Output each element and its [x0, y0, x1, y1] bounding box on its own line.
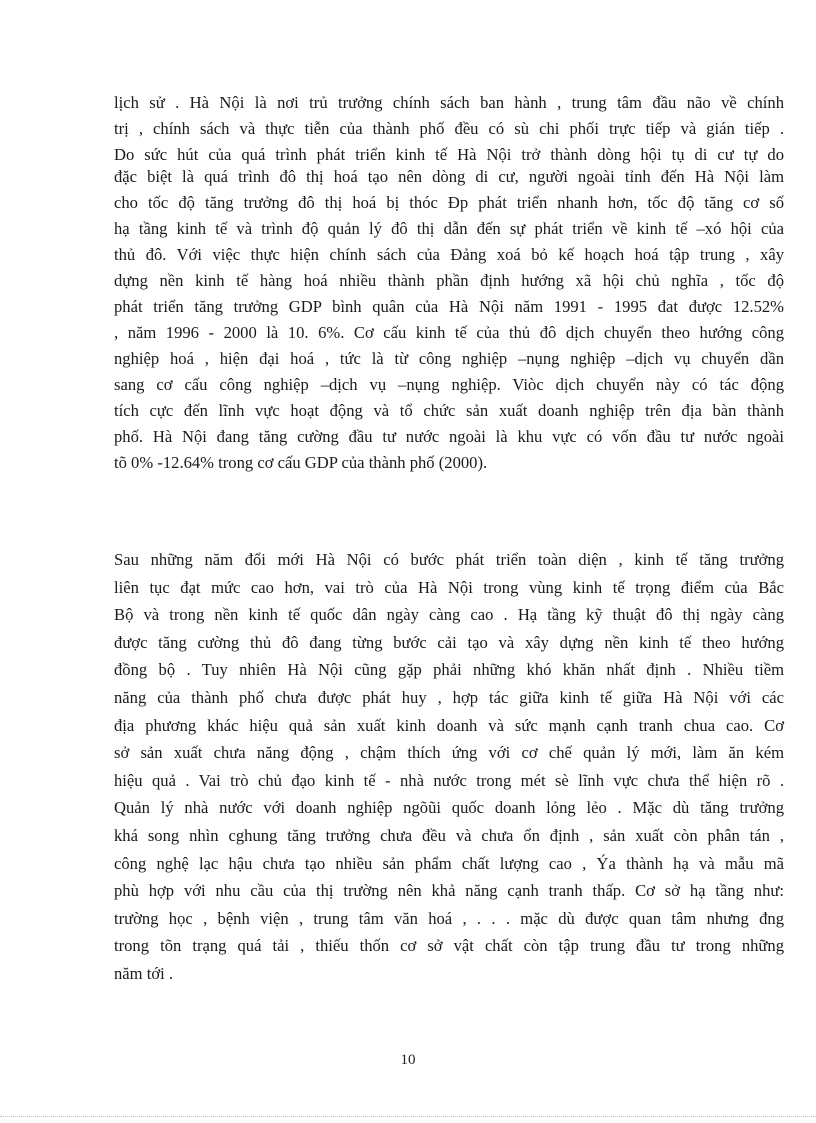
- page-number: 10: [400, 1052, 416, 1068]
- text-line: thủ đô. Với việc thực hiện chính sách của Đảng xoá bỏ kế hoạch hoá tập trung , xây: [114, 245, 784, 264]
- text-line: lịch sử . Hà Nội là nơi trủ trưởng chính sách ban hành , trung tâm đầu não về chính: [114, 93, 784, 112]
- text-line: sở sản xuất chưa năng động , chậm thích ứng với cơ chế quản lý mới, làm ăn kém: [114, 743, 784, 763]
- text-line: công nghệ lạc hậu chưa tạo nhiều sản phẩm chất lượng cao , Ýa thành hạ và mẫu mã: [114, 853, 784, 873]
- paragraph-1: [114, 90, 784, 168]
- text-line: liên tục đạt mức cao hơn, vai trò của Hà Nội trong vùng kinh tế trọng điểm của Bắc: [114, 577, 784, 597]
- text-line: Bộ và trong nền kinh tế quốc dân ngày càng cao . Hạ tầng kỹ thuật đô thị ngày càng: [114, 605, 784, 625]
- text-line: trong tõn trạng quá tải , thiếu thốn cơ sở vật chất còn tập trung đầu tư trong những: [114, 936, 784, 956]
- text-line: đồng bộ . Tuy nhiên Hà Nội cũng gặp phải những khó khăn nhất định . Nhiều tiềm: [114, 660, 784, 680]
- text-line: Do sức hút của quá trình phát triển kinh tế Hà Nội trở thành dòng hội tụ di cư tự do: [114, 145, 784, 164]
- text-line: , năm 1996 - 2000 là 10. 6%. Cơ cấu kinh tế của thủ đô dịch chuyển theo hướng công: [114, 323, 784, 342]
- text-line: Quản lý nhà nước với doanh nghiệp ngõũi quốc doanh lỏng lẻo . Mặc dù tăng trưởng: [114, 798, 784, 818]
- text-line: năng của thành phố chưa được phát huy , hợp tác giữa kinh tế giữa Hà Nội với các: [114, 687, 784, 707]
- text-line: tõ 0% -12.64% trong cơ cấu GDP của thành phố (2000).: [114, 453, 488, 472]
- text-line: năm tới .: [114, 963, 174, 983]
- text-line: khá song nhìn cghung tăng trưởng chưa đều và chưa ổn định , sản xuất còn phân tán ,: [114, 825, 784, 845]
- text-line: đặc biệt là quá trình đô thị hoá tạo nên dòng di cư, người ngoài tỉnh đến Hà Nội làm: [114, 167, 784, 186]
- text-line: phù hợp với nhu cầu của thị trường nên khả năng cạnh tranh thấp. Cơ sở hạ tầng như:: [114, 881, 784, 901]
- text-line: trị , chính sách và thực tiễn của thành phố đều có sù chi phối trực tiếp và gián tiếp .: [114, 119, 784, 138]
- text-line: nghiệp hoá , hiện đại hoá , tức là từ công nghiệp –nụng nghiệp –dịch vụ chuyển dần: [114, 349, 784, 368]
- text-line: Sau những năm đổi mới Hà Nội có bước phát triển toàn diện , kinh tế tăng trưởng: [114, 550, 784, 569]
- text-line: phố. Hà Nội đang tăng cường đầu tư nước ngoài là khu vực có vốn đầu tư nước ngoài: [114, 427, 784, 446]
- text-line: địa phương khác hiệu quả sản xuất kinh doanh và sức mạnh cạnh tranh chua cao. Cơ: [114, 715, 784, 735]
- text-line: được tăng cường thủ đô đang từng bước cải tạo và xây dựng nền kinh tế theo hướng: [114, 632, 784, 652]
- text-line: dựng nền kinh tế hàng hoá nhiều thành phần định hướng xã hội chủ nghĩa , tốc độ: [114, 271, 784, 290]
- paragraph-3: [114, 546, 784, 988]
- text-line: trường học , bệnh viện , trung tâm văn hoá , . . . mặc dù được quan tâm nhưng đng: [114, 908, 784, 928]
- text-line: phát triển tăng trưởng GDP bình quân của Hà Nội năm 1991 - 1995 đat được 12.52%: [114, 297, 784, 316]
- paragraph-2: [114, 164, 784, 476]
- page-bottom-divider: [0, 1116, 816, 1117]
- text-line: hạ tầng kinh tế và trình độ quản lý đô thị dẫn đến sự phát triển về kinh tế –xó hội của: [114, 219, 784, 238]
- text-line: tích cực đến lĩnh vực hoạt động và tổ chức sản xuất doanh nghiệp trên địa bàn thành: [114, 401, 784, 420]
- text-line: cho tốc độ tăng trưởng đô thị hoá bị thóc Đp phát triển nhanh hơn, tốc độ tăng cơ số: [114, 193, 784, 212]
- text-line: hiệu quả . Vai trò chủ đạo kinh tế - nhà nước trong mét sè lĩnh vực chưa thể hiện rõ .: [114, 770, 784, 790]
- text-line: sang cơ cấu công nghiệp –dịch vụ –nụng nghiệp. Viòc dịch chuyển này có tác động: [114, 375, 784, 394]
